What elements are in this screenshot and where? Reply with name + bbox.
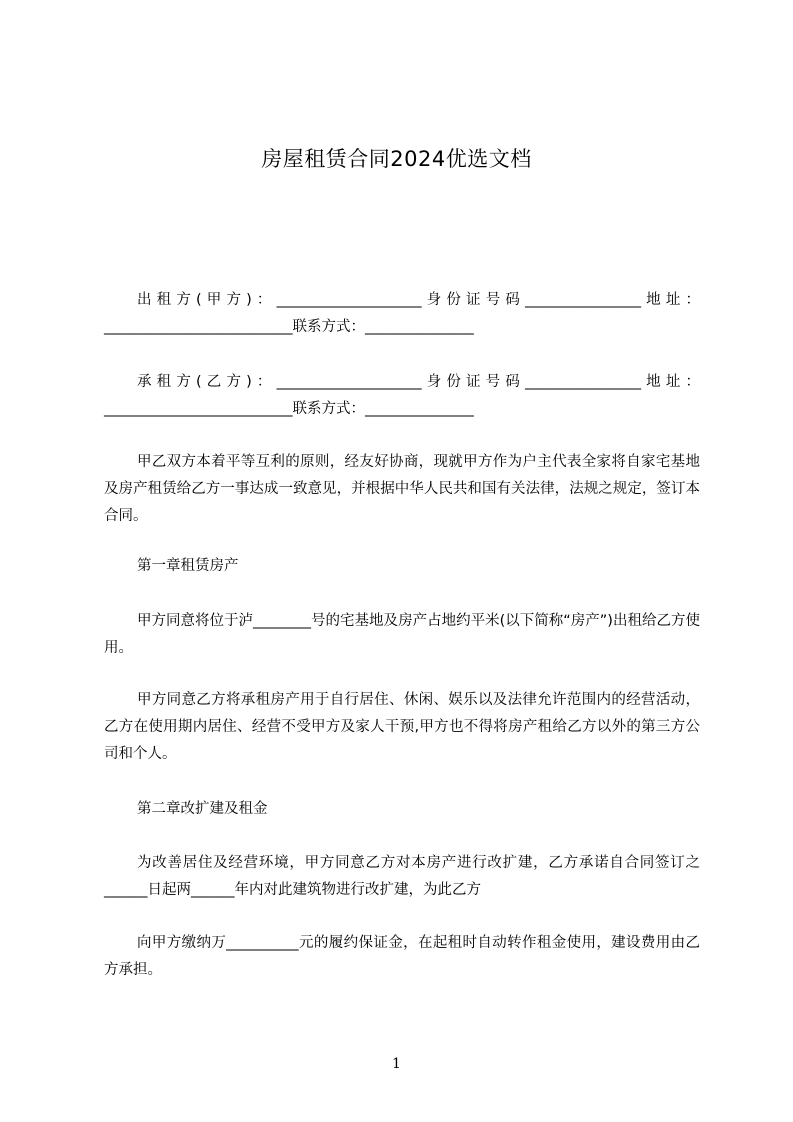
chapter-1-heading: 第一章租赁房产 <box>137 558 239 574</box>
lessee-info: 承租方(乙方)：____________________身份证号码________________地址：__________________________联系方式：_______________ <box>104 374 700 417</box>
chapter-1-paragraph-1: 甲方同意将位于泸________号的宅基地及房产占地约平米(以下简称“房产”)出租给乙方使用。 <box>104 613 700 656</box>
chapter-1-paragraph-2: 甲方同意乙方将承租房产用于自行居住、休闲、娱乐以及法律允许范围内的经营活动，乙方在使用期内居住、经营不受甲方及家人干预,甲方也不得将房产租给乙方以外的第三方公司和个人。 <box>104 692 700 762</box>
lessor-info: 出租方(甲方)：____________________身份证号码________________地址：__________________________联系方式：_______________ <box>104 292 700 335</box>
chapter-2-paragraph-1: 为改善居住及经营环境，甲方同意乙方对本房产进行改扩建，乙方承诺自合同签订之______日起两______年内对此建筑物进行改扩建，为此乙方 <box>104 855 700 898</box>
intro-paragraph: 甲乙双方本着平等互利的原则，经友好协商，现就甲方作为户主代表全家将自家宅基地及房产租赁给乙方一事达成一致意见，并根据中华人民共和国有关法律，法规之规定，签订本合同。 <box>104 454 700 524</box>
chapter-2-paragraph-2: 向甲方缴纳万__________元的履约保证金，在起租时自动转作租金使用，建设费用由乙方承担。 <box>104 935 700 978</box>
chapter-2-heading: 第二章改扩建及租金 <box>137 801 268 817</box>
page-number: 1 <box>392 1056 401 1072</box>
document-title: 房屋租赁合同2024优选文档 <box>261 147 532 171</box>
